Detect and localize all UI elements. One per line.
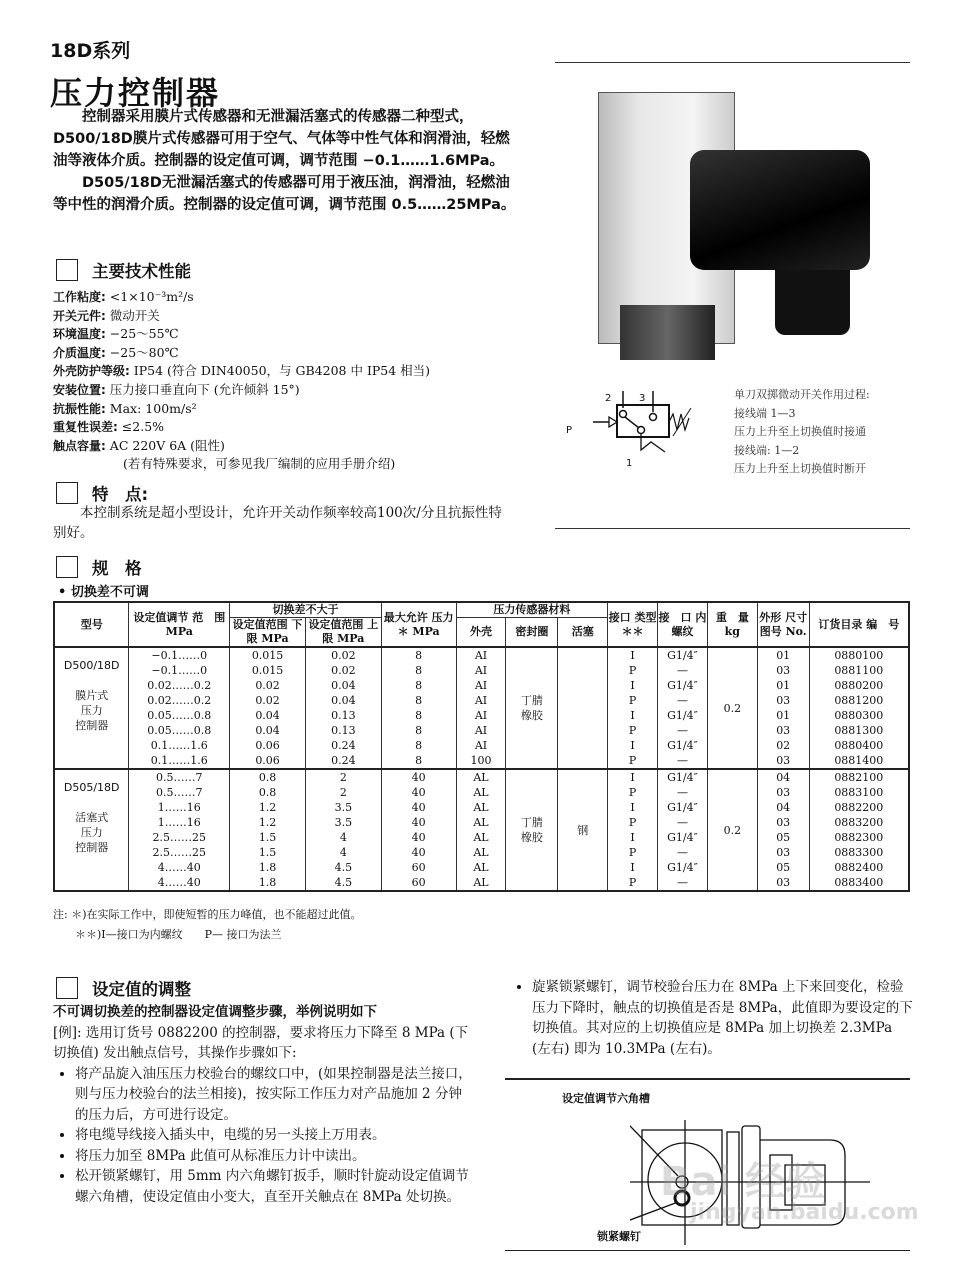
thread-cell: — — [657, 815, 707, 830]
range-cell: 0.02……0.2 — [129, 678, 230, 693]
header-diff_low: 设定值范围 下限 MPa — [230, 618, 306, 648]
diff-low-cell: 0.8 — [230, 769, 306, 785]
note: ＊＊)I—接口为内螺纹 P— 接口为法兰 — [75, 928, 282, 941]
shell-cell: AI — [456, 708, 506, 723]
range-cell: 0.5……7 — [129, 769, 230, 785]
table-row — [54, 738, 909, 753]
header-dim: 外形 尺寸 图号 No. — [757, 602, 809, 647]
dimension-cell: 03 — [757, 785, 809, 800]
diff-high-cell: 2 — [305, 785, 381, 800]
spec-value: Max: 100m/s² — [109, 400, 197, 416]
section-spec-heading — [56, 555, 142, 579]
dimension-cell: 04 — [757, 800, 809, 815]
model-line: D505/18D — [63, 781, 120, 794]
diff-low-cell: 0.8 — [230, 785, 306, 800]
order-number-cell: 0882400 — [809, 860, 909, 875]
table-row — [54, 663, 909, 678]
max-pressure-cell: 40 — [381, 815, 456, 830]
dimension-cell: 03 — [757, 875, 809, 891]
spec-value: −25～80℃ — [109, 344, 179, 360]
model-line: 膜片式 — [75, 689, 109, 702]
table-notes — [53, 905, 362, 945]
spec-key: 抗振性能: — [53, 401, 106, 416]
spec-item — [53, 437, 533, 456]
table-row — [54, 845, 909, 860]
header-weight: 重 量 kg — [707, 602, 757, 647]
diff-low-cell: 0.02 — [230, 693, 306, 708]
range-cell: 1……16 — [129, 800, 230, 815]
header-piston: 活塞 — [558, 618, 608, 648]
diff-high-cell: 0.02 — [305, 647, 381, 663]
order-number-cell: 0883400 — [809, 875, 909, 891]
intro-paragraph: 控制器采用膜片式传感器和无泄漏活塞式的传感器二种型式，D500/18D膜片式传感器可用于空气、气体等中性气体和润滑油，轻燃油等液体介质。控制器的设定值可调，调节范围 −0.1……1.6MPa。 — [53, 109, 510, 169]
header-ptype: 接口 类型 ＊＊ — [608, 602, 658, 647]
table-row — [54, 785, 909, 800]
order-number-cell: 0882200 — [809, 800, 909, 815]
port-type-cell: P — [608, 693, 658, 708]
max-pressure-cell: 60 — [381, 875, 456, 891]
watermark-logo: Bai 经验 — [660, 1159, 826, 1205]
shell-cell: AI — [456, 647, 506, 663]
spec-item — [53, 362, 533, 381]
port-type-cell: I — [608, 860, 658, 875]
note: 注: ＊)在实际工作中，即使短暂的压力峰值，也不能超过此值。 — [53, 908, 362, 921]
heading-text: 特 点: — [92, 485, 149, 504]
range-cell: 0.1……1.6 — [129, 738, 230, 753]
step-item: • 将电缆导线接入插头中，电缆的另一头接上万用表。 — [75, 1125, 473, 1146]
shell-cell: AL — [456, 785, 506, 800]
header-maxp: 最大允许 压力＊ MPa — [381, 602, 456, 647]
header-row — [54, 602, 909, 618]
dimension-cell: 01 — [757, 678, 809, 693]
dimension-cell: 03 — [757, 693, 809, 708]
range-cell: 4……40 — [129, 875, 230, 891]
spec-key: 重复性误差: — [53, 420, 118, 435]
diff-high-cell: 4 — [305, 830, 381, 845]
series-label: 18D系列 — [50, 40, 131, 62]
port-type-cell: P — [608, 785, 658, 800]
diff-high-cell: 3.5 — [305, 815, 381, 830]
table-row — [54, 723, 909, 738]
header-diff: 切换差不大于 — [230, 602, 382, 618]
diff-high-cell: 0.24 — [305, 738, 381, 753]
port-type-cell: I — [608, 647, 658, 663]
max-pressure-cell: 8 — [381, 723, 456, 738]
diff-low-cell: 1.5 — [230, 830, 306, 845]
max-pressure-cell: 8 — [381, 708, 456, 723]
order-number-cell: 0883300 — [809, 845, 909, 860]
thread-cell: G1/4″ — [657, 830, 707, 845]
seal-cell: 丁腈 橡胶 — [506, 647, 558, 769]
diff-high-cell: 0.13 — [305, 708, 381, 723]
diff-high-cell: 0.04 — [305, 693, 381, 708]
features-text: 本控制系统是超小型设计，允许开关动作频率较高100次/分且抗振性特别好。 — [53, 505, 502, 541]
diff-high-cell: 0.04 — [305, 678, 381, 693]
order-number-cell: 0881100 — [809, 663, 909, 678]
thread-cell: G1/4″ — [657, 708, 707, 723]
table-row — [54, 815, 909, 830]
spec-item — [53, 307, 533, 326]
spec-bullet: • 切换差不可调 — [58, 585, 149, 600]
port-type-cell: I — [608, 769, 658, 785]
step-item: • 旋紧锁紧螺钉，调节校验台压力在 8MPa 上下来回变化，检验压力下降时，触点的切换值是否是 8MPa，此值即为要设定的下切换值。其对应的上切换值应是 8MPa 加上切换差 2.3MPa (左右) 即为 10.3MPa (左右)。 — [532, 977, 915, 1059]
max-pressure-cell: 8 — [381, 678, 456, 693]
spec-value: −25～55℃ — [109, 326, 179, 342]
table-row — [54, 753, 909, 769]
heading-text: 规 格 — [92, 559, 142, 578]
shell-cell: AI — [456, 678, 506, 693]
spec-item — [53, 344, 533, 363]
thread-cell: G1/4″ — [657, 738, 707, 753]
switch-desc-line: 压力上升至上切换值时断开 — [734, 462, 866, 475]
terminal-label: 1 — [626, 458, 633, 469]
step-list — [53, 1064, 473, 1208]
header-thread: 接 口 内螺纹 — [657, 602, 707, 647]
shell-cell: AL — [456, 860, 506, 875]
heading-text: 设定值的调整 — [92, 980, 191, 999]
adjust-example: [例]: 选用订货号 0882200 的控制器，要求将压力下降至 8 MPa (下切换值) 发出触点信号，其操作步骤如下: — [53, 1024, 469, 1061]
diff-high-cell: 0.13 — [305, 723, 381, 738]
bullet-text: 切换差不可调 — [70, 585, 149, 600]
thread-cell: G1/4″ — [657, 678, 707, 693]
diff-low-cell: 0.04 — [230, 708, 306, 723]
adjust-subheading: 不可调切换差的控制器设定值调整步骤，举例说明如下 — [53, 1004, 377, 1020]
range-cell: 0.05……0.8 — [129, 723, 230, 738]
header-range: 设定值调节 范 围 MPa — [129, 602, 230, 647]
seal-cell: 丁腈 橡胶 — [506, 769, 558, 891]
range-cell: 0.1……1.6 — [129, 753, 230, 769]
port-type-cell: I — [608, 708, 658, 723]
order-number-cell: 0881400 — [809, 753, 909, 769]
shell-cell: 100 — [456, 753, 506, 769]
page-title: 压力控制器 — [50, 74, 221, 112]
shell-cell: AI — [456, 738, 506, 753]
dimension-cell: 03 — [757, 723, 809, 738]
order-number-cell: 0882100 — [809, 769, 909, 785]
pressure-label: P — [566, 425, 573, 436]
product-photo-connector — [690, 150, 870, 270]
diff-high-cell: 4.5 — [305, 875, 381, 891]
divider — [505, 1078, 910, 1080]
model-line: 控制器 — [75, 719, 109, 732]
diff-high-cell: 2 — [305, 769, 381, 785]
weight-cell: 0.2 — [707, 769, 757, 891]
piston-cell — [558, 647, 608, 769]
thread-cell: — — [657, 845, 707, 860]
port-type-cell: P — [608, 663, 658, 678]
model-line — [55, 673, 128, 688]
port-type-cell: I — [608, 800, 658, 815]
diff-high-cell: 4.5 — [305, 860, 381, 875]
product-photo-cable-gland — [775, 265, 850, 335]
diff-low-cell: 0.015 — [230, 663, 306, 678]
divider — [555, 62, 910, 63]
dimension-cell: 04 — [757, 769, 809, 785]
diff-low-cell: 1.2 — [230, 800, 306, 815]
weight-cell: 0.2 — [707, 647, 757, 769]
shell-cell: AI — [456, 663, 506, 678]
thread-cell: — — [657, 693, 707, 708]
switch-desc-line: 压力上升至上切换值时接通 — [734, 425, 866, 438]
diff-high-cell: 3.5 — [305, 800, 381, 815]
thread-cell: G1/4″ — [657, 860, 707, 875]
divider — [555, 528, 910, 529]
order-number-cell: 0882300 — [809, 830, 909, 845]
thread-cell: G1/4″ — [657, 769, 707, 785]
section-features-heading — [56, 481, 148, 505]
port-type-cell: P — [608, 875, 658, 891]
switch-schematic-icon — [555, 390, 695, 470]
dimension-cell: 03 — [757, 663, 809, 678]
adjust-step-right — [510, 977, 915, 1059]
dimension-cell: 05 — [757, 860, 809, 875]
port-type-cell: I — [608, 738, 658, 753]
checkbox-square-icon — [56, 977, 78, 999]
max-pressure-cell: 40 — [381, 830, 456, 845]
dimension-cell: 03 — [757, 753, 809, 769]
spec-key: 开关元件: — [53, 308, 106, 323]
intro — [53, 106, 523, 216]
order-number-cell: 0883100 — [809, 785, 909, 800]
max-pressure-cell: 40 — [381, 769, 456, 785]
header-model: 型号 — [54, 602, 129, 647]
spec-item — [53, 288, 533, 307]
spec-value: 微动开关 — [109, 307, 160, 323]
thread-cell: — — [657, 723, 707, 738]
dimension-cell: 03 — [757, 845, 809, 860]
model-line: 控制器 — [75, 841, 109, 854]
model-cell — [54, 769, 129, 891]
max-pressure-cell: 40 — [381, 785, 456, 800]
max-pressure-cell: 40 — [381, 800, 456, 815]
spec-item — [53, 325, 533, 344]
checkbox-square-icon — [56, 259, 78, 281]
step-item: • 将产品旋入油压压力校验台的螺纹口中，(如果控制器是法兰接口，则与压力校验台的法兰相接)，按实际工作压力对产品施加 2 分钟的压力后，方可进行设定。 — [75, 1064, 473, 1126]
table-row — [54, 769, 909, 785]
table-row — [54, 647, 909, 663]
spec-item — [53, 418, 533, 437]
checkbox-square-icon — [56, 482, 78, 504]
range-cell: 0.5……7 — [129, 785, 230, 800]
range-cell: 1……16 — [129, 815, 230, 830]
shell-cell: AI — [456, 723, 506, 738]
shell-cell: AL — [456, 830, 506, 845]
heading-text: 主要技术性能 — [92, 262, 191, 281]
section-tech-heading — [56, 258, 191, 282]
diff-low-cell: 0.04 — [230, 723, 306, 738]
range-cell: −0.1……0 — [129, 647, 230, 663]
thread-cell: G1/4″ — [657, 647, 707, 663]
checkbox-square-icon — [56, 556, 78, 578]
thread-cell: — — [657, 753, 707, 769]
product-photo-fitting — [620, 305, 715, 360]
model-line: D500/18D — [63, 659, 120, 672]
port-type-cell: P — [608, 845, 658, 860]
diff-low-cell: 0.06 — [230, 753, 306, 769]
range-cell: 0.02……0.2 — [129, 693, 230, 708]
adjust-steps — [53, 1002, 473, 1207]
order-number-cell: 0880100 — [809, 647, 909, 663]
max-pressure-cell: 60 — [381, 860, 456, 875]
dimension-cell: 05 — [757, 830, 809, 845]
spec-value: ≤2.5% — [121, 419, 165, 435]
model-line: 压力 — [80, 704, 103, 717]
spec-value: <1×10⁻³m²/s — [109, 289, 194, 304]
thread-cell: — — [657, 663, 707, 678]
dimension-cell: 02 — [757, 738, 809, 753]
range-cell: 2.5……25 — [129, 845, 230, 860]
table-row — [54, 708, 909, 723]
step-item: • 松开锁紧螺钉，用 5mm 内六角螺钉扳手，顺时针旋动设定值调节螺六角槽，使设定值由小变大，直至开关触点在 8MPa 处切换。 — [75, 1166, 473, 1207]
switch-desc-line: 单刀双掷微动开关作用过程: — [734, 388, 870, 401]
spec-key: 介质温度: — [53, 345, 106, 360]
max-pressure-cell: 8 — [381, 647, 456, 663]
model-line — [55, 795, 128, 810]
table-row — [54, 800, 909, 815]
spec-table — [53, 601, 910, 892]
spec-key: 安装位置: — [53, 382, 106, 397]
order-number-cell: 0881200 — [809, 693, 909, 708]
dimension-cell: 01 — [757, 708, 809, 723]
thread-cell: — — [657, 785, 707, 800]
diff-high-cell: 0.24 — [305, 753, 381, 769]
diff-low-cell: 0.02 — [230, 678, 306, 693]
switch-description — [734, 386, 870, 479]
shell-cell: AL — [456, 769, 506, 785]
diff-high-cell: 0.02 — [305, 663, 381, 678]
shell-cell: AL — [456, 845, 506, 860]
spec-key: 外壳防护等级: — [53, 364, 130, 379]
diff-low-cell: 1.2 — [230, 815, 306, 830]
range-cell: 4……40 — [129, 860, 230, 875]
spec-value: AC 220V 6A (阻性) — [109, 437, 225, 453]
intro-paragraph: D505/18D无泄漏活塞式的传感器可用于液压油，润滑油，轻燃油等中性的润滑介质。控制器的设定值可调，调节范围 0.5……25MPa。 — [53, 175, 516, 213]
terminal-label: 3 — [639, 393, 646, 404]
port-type-cell: I — [608, 830, 658, 845]
port-type-cell: P — [608, 753, 658, 769]
spec-key: 环境温度: — [53, 327, 106, 342]
terminal-label: 2 — [605, 393, 612, 404]
model-line: 压力 — [80, 826, 103, 839]
dimension-cell: 03 — [757, 815, 809, 830]
shell-cell: AL — [456, 875, 506, 891]
spec-key: 触点容量: — [53, 438, 106, 453]
header-seal: 密封圈 — [506, 618, 558, 648]
max-pressure-cell: 8 — [381, 738, 456, 753]
spec-item — [53, 381, 533, 400]
table-row — [54, 693, 909, 708]
diff-low-cell: 0.015 — [230, 647, 306, 663]
spec-key: 工作粘度: — [53, 290, 106, 304]
diff-high-cell: 4 — [305, 845, 381, 860]
diff-low-cell: 0.06 — [230, 738, 306, 753]
table-row — [54, 830, 909, 845]
section-adjust-heading — [56, 976, 191, 1000]
thread-cell: G1/4″ — [657, 800, 707, 815]
order-number-cell: 0883200 — [809, 815, 909, 830]
port-type-cell: P — [608, 723, 658, 738]
table-row — [54, 678, 909, 693]
max-pressure-cell: 8 — [381, 663, 456, 678]
shell-cell: AL — [456, 815, 506, 830]
header-diff_high: 设定值范围 上限 MPa — [305, 618, 381, 648]
switch-desc-line: 接线端 1—3 — [734, 406, 796, 420]
range-cell: 2.5……25 — [129, 830, 230, 845]
switch-desc-line: 接线端: 1—2 — [734, 443, 800, 457]
thread-cell: — — [657, 875, 707, 891]
watermark-text: jingyan.baidu.com — [690, 1200, 919, 1225]
model-line: 活塞式 — [75, 811, 109, 824]
port-type-cell: I — [608, 678, 658, 693]
spec-value: IP54 (符合 DIN40050，与 GB4208 中 IP54 相当) — [133, 363, 431, 379]
spec-value: 压力接口垂直向下 (允许倾斜 15°) — [109, 381, 300, 397]
dimension-cell: 01 — [757, 647, 809, 663]
max-pressure-cell: 40 — [381, 845, 456, 860]
range-cell: 0.05……0.8 — [129, 708, 230, 723]
drawing-label-hex-slot: 设定值调节六角槽 — [562, 1092, 650, 1105]
step-item: • 将压力加至 8MPa 此值可从标准压力计中读出。 — [75, 1146, 473, 1167]
port-type-cell: P — [608, 815, 658, 830]
divider — [505, 1250, 910, 1251]
order-number-cell: 0880300 — [809, 708, 909, 723]
shell-cell: AI — [456, 693, 506, 708]
model-cell — [54, 647, 129, 769]
order-number-cell: 0881300 — [809, 723, 909, 738]
diff-low-cell: 1.5 — [230, 845, 306, 860]
max-pressure-cell: 8 — [381, 693, 456, 708]
spec-item — [53, 400, 533, 419]
spec-note: (若有特殊要求，可参见我厂编制的应用手册介绍) — [123, 456, 396, 472]
max-pressure-cell: 8 — [381, 753, 456, 769]
order-number-cell: 0880200 — [809, 678, 909, 693]
diff-low-cell: 1.8 — [230, 875, 306, 891]
piston-cell: 钢 — [558, 769, 608, 891]
shell-cell: AL — [456, 800, 506, 815]
diff-low-cell: 1.8 — [230, 860, 306, 875]
header-shell: 外壳 — [456, 618, 506, 648]
table-row — [54, 860, 909, 875]
drawing-label-lock-screw: 锁紧螺钉 — [597, 1230, 641, 1243]
range-cell: −0.1……0 — [129, 663, 230, 678]
header-material: 压力传感器材料 — [456, 602, 608, 618]
order-number-cell: 0880400 — [809, 738, 909, 753]
table-row — [54, 875, 909, 891]
header-order: 订货目录 编 号 — [809, 602, 909, 647]
tech-spec-list — [53, 288, 533, 474]
